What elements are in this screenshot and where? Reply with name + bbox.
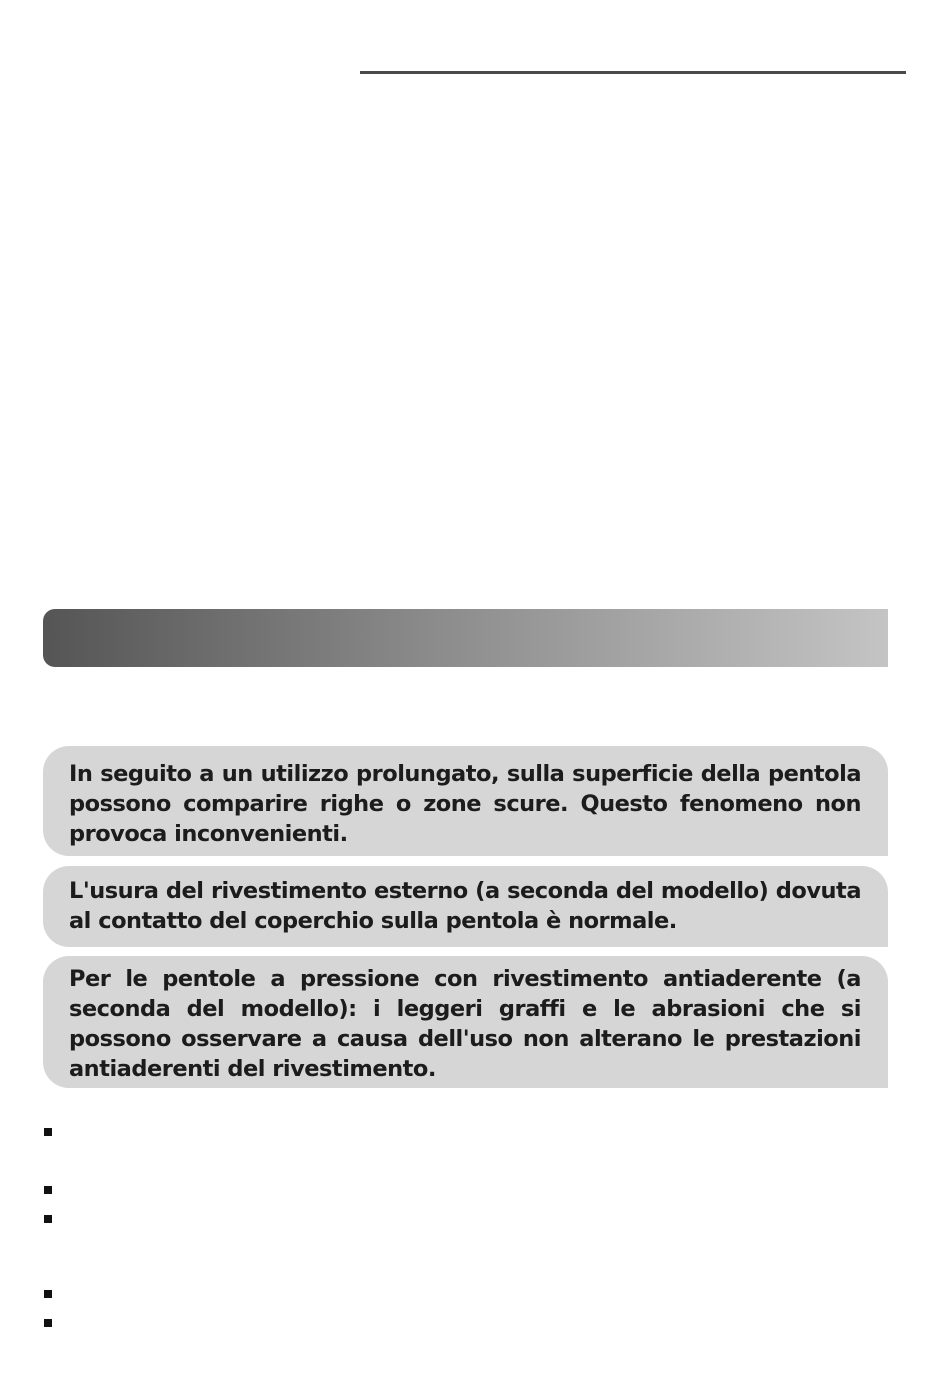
section-header-bar (43, 609, 888, 667)
bullet-marker (44, 1186, 52, 1194)
bullet-marker (44, 1319, 52, 1327)
bullet-marker (44, 1215, 52, 1223)
note-box-lid-wear (43, 866, 888, 947)
note-box-nonstick-scratches (43, 956, 888, 1088)
note-text: L'usura del rivestimento esterno (a seconda del modello) dovuta al contatto del coperchio sulla pentola è normale. (69, 878, 861, 934)
bullet-marker (44, 1290, 52, 1298)
bullet-marker (44, 1128, 52, 1136)
note-box-dark-marks (43, 746, 888, 856)
note-text: Per le pentole a pressione con rivestimento antiaderente (a seconda del modello): i leggeri graffi e le abrasioni che si possono osservare a causa dell'uso non alterano le prestazioni antiaderenti del rivestimento. (69, 966, 861, 1082)
header-rule (360, 71, 906, 74)
note-text: In seguito a un utilizzo prolungato, sulla superficie della pentola possono comparire righe o zone scure. Questo fenomeno non provoca inconvenienti. (69, 761, 861, 847)
